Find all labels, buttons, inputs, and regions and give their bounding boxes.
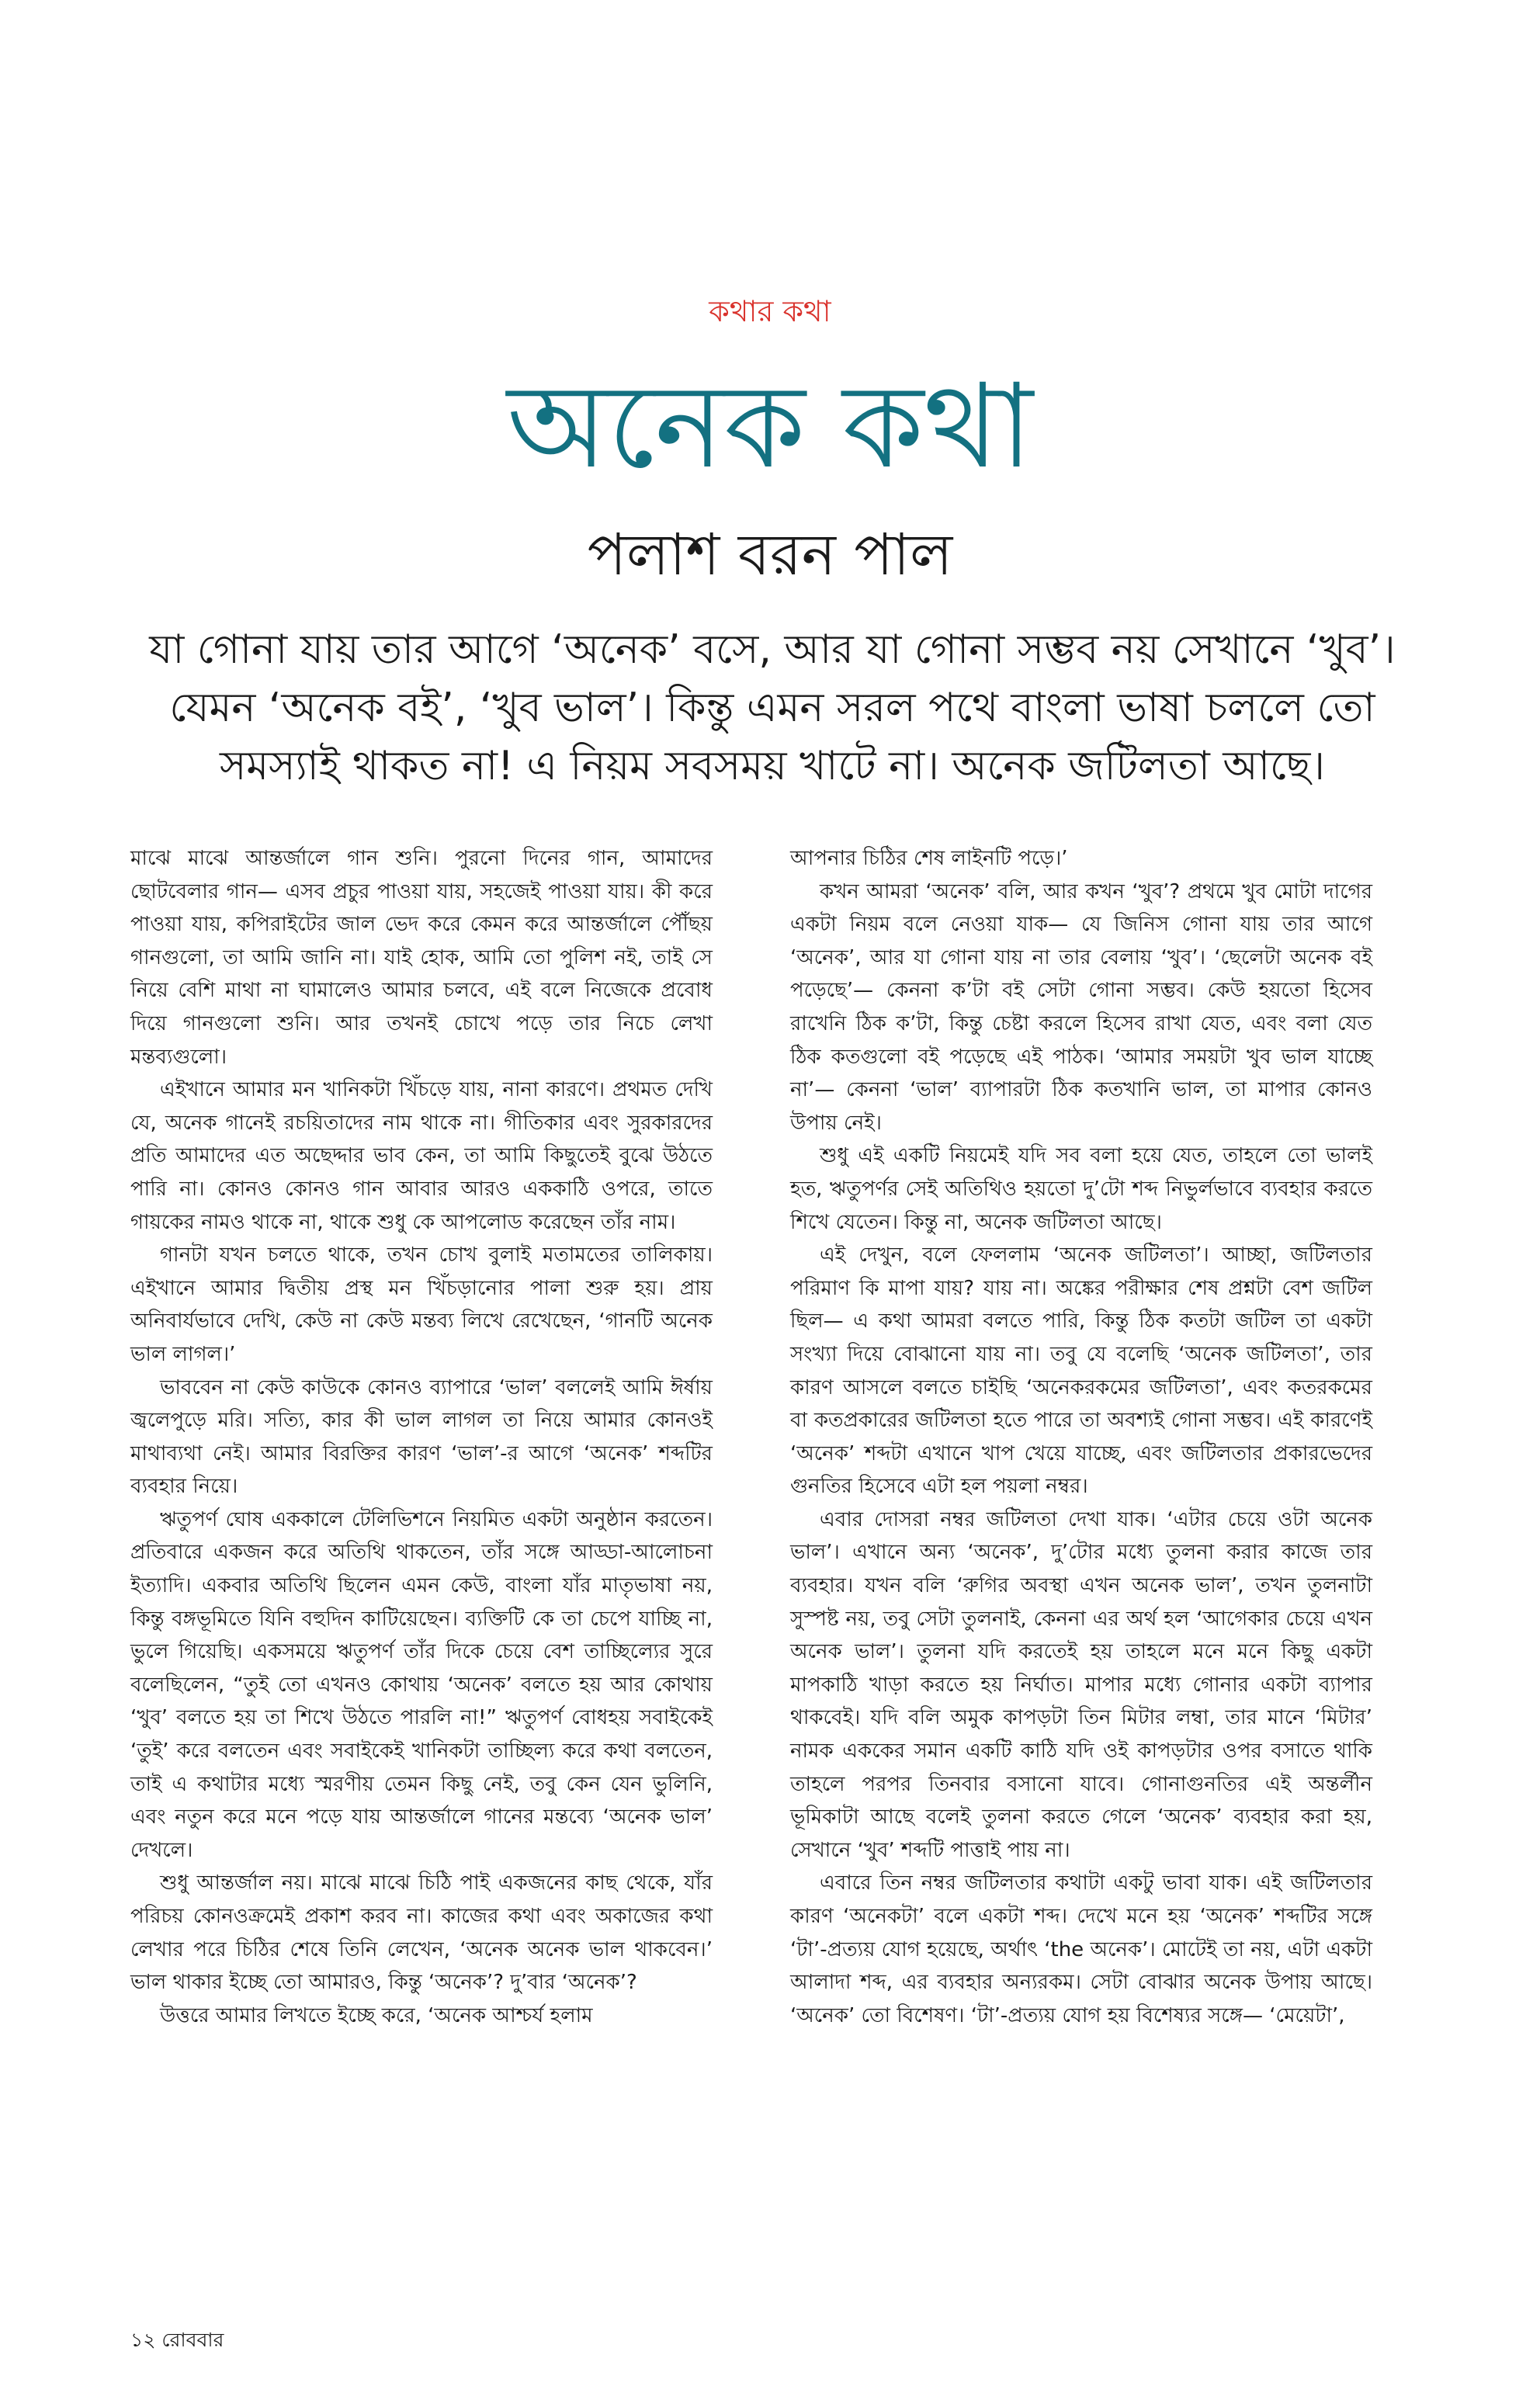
- body-paragraph: আপনার চিঠির শেষ লাইনটি পড়ে।’: [790, 847, 1068, 870]
- body-paragraph: এইখানে আমার মন খানিকটা খিঁচড়ে যায়, নানা কারণে। প্রথমত দেখি যে, অনেক গানেই রচয়িতাদের নাম থাকে না। গীতিকার এবং সুরকারদের প্রতি আমাদের এত অছেদ্দার ভাব কেন, তা আমি কিছুতেই বুঝে উঠতে পারি না। কোনও কোনও গান আবার আরও এককাঠি ওপরে, তাতে গায়কের নামও থাকে না, থাকে শুধু কে আপলোড করেছেন তাঁর নাম।: [130, 1078, 713, 1234]
- body-paragraph: এবারে তিন নম্বর জটিলতার কথাটা একটু ভাবা যাক। এই জটিলতার কারণ ‘অনেকটা’ বলে একটা শব্দ। দেখে মনে হয় ‘অনেক’ শব্দটির সঙ্গে ‘টা’-প্রত্যয় যোগ হয়েছে, অর্থাৎ ‘the অনেক’। মোটেই তা নয়, এটা একটা আলাদা শব্দ, এর ব্যবহার অন্যরকম। সেটা বোঝার অনেক উপায় আছে। ‘অনেক’ তো বিশেষণ। ‘টা’-প্রত্যয় যোগ হয় বিশেষ্যর সঙ্গে— ‘মেয়েটা’,: [790, 1871, 1372, 2027]
- body-paragraph: উত্তরে আমার লিখতে ইচ্ছে করে, ‘অনেক আশ্চর্য হলাম: [160, 2003, 593, 2027]
- lede-line: সমস্যাই থাকত না! এ নিয়ম সবসময় খাটে না। অনেক জটিলতা আছে।: [219, 743, 1326, 789]
- body-paragraph: মাঝে মাঝে আন্তর্জালে গান শুনি। পুরনো দিনের গান, আমাদের ছোটবেলার গান— এসব প্রচুর পাওয়া যায়, সহজেই পাওয়া যায়। কী করে পাওয়া যায়, কপিরাইটের জাল ভেদ করে কেমন করে আন্তর্জালে পৌঁছয় গানগুলো, তা আমি জানি না। যাই হোক, আমি তো পুলিশ নই, তাই সে নিয়ে বেশি মাথা না ঘামালেও আমার চলবে, এই বলে নিজেকে প্রবোধ দিয়ে গানগুলো শুনি। আর তখনই চোখে পড়ে তার নিচে লেখা মন্তব্যগুলো।: [130, 847, 713, 1069]
- body-paragraph: ভাববেন না কেউ কাউকে কোনও ব্যাপারে ‘ভাল’ বললেই আমি ঈর্ষায় জ্বলেপুড়ে মরি। সত্যি, কার কী ভাল লাগল তা নিয়ে আমার কোনওই মাথাব্যথা নেই। আমার বিরক্তির কারণ ‘ভাল’-র আগে ‘অনেক’ শব্দটির ব্যবহার নিয়ে।: [130, 1375, 713, 1499]
- body-paragraph: কখন আমরা ‘অনেক’ বলি, আর কখন ‘খুব’? প্রথমে খুব মোটা দাগের একটা নিয়ম বলে নেওয়া যাক— যে জিনিস গোনা যায় তার আগে ‘অনেক’, আর যা গোনা যায় না তার বেলায় ‘খুব’। ‘ছেলেটা অনেক বই পড়েছে’— কেননা ক’টা বই সেটা গোনা সম্ভব। কেউ হয়তো হিসেব রাখেনি ঠিক ক’টা, কিন্তু চেষ্টা করলে হিসেব রাখা যেত, এবং বলা যেত ঠিক কতগুলো বই পড়েছে এই পাঠক। ‘আমার সময়টা খুব ভাল যাচ্ছে না’— কেননা ‘ভাল’ ব্যাপারটা ঠিক কতখানি ভাল, তা মাপার কোনও উপায় নেই।: [790, 879, 1372, 1135]
- article-lede: [140, 621, 1405, 796]
- lede-line: যেমন ‘অনেক বই’, ‘খুব ভাল’। কিন্তু এমন সরল পথে বাংলা ভাষা চললে তো: [169, 685, 1375, 731]
- body-column-right: [790, 842, 1372, 2032]
- author-byline: পলাশ বরন পাল: [587, 522, 953, 588]
- body-paragraph: এবার দোসরা নম্বর জটিলতা দেখা যাক। ‘এটার চেয়ে ওটা অনেক ভাল’। এখানে অন্য ‘অনেক’, দু’টোর মধ্যে তুলনা করার কাজে তার ব্যবহার। যখন বলি ‘রুগির অবস্থা এখন অনেক ভাল’, তখন তুলনাটা সুস্পষ্ট নয়, তবু সেটা তুলনাই, কেননা এর অর্থ হল ‘আগেকার চেয়ে এখন অনেক ভাল’। তুলনা যদি করতেই হয় তাহলে মনে মনে কিছু একটা মাপকাঠি খাড়া করতে হয় নির্ঘাত। মাপার মধ্যে গোনার একটা ব্যাপার থাকবেই। যদি বলি অমুক কাপড়টা তিন মিটার লম্বা, তার মানে ‘মিটার’ নামক এককের সমান একটি কাঠি যদি ওই কাপড়টার ওপর বসাতে থাকি তাহলে পরপর তিনবার বসানো যাবে। গোনাগুনতির এই অন্তর্লীন ভূমিকাটা আছে বলেই তুলনা করতে গেলে ‘অনেক’ ব্যবহার করা হয়, সেখানে ‘খুব’ শব্দটি পাত্তাই পায় না।: [790, 1507, 1372, 1862]
- body-paragraph: গানটা যখন চলতে থাকে, তখন চোখ বুলাই মতামতের তালিকায়। এইখানে আমার দ্বিতীয় প্রস্থ মন খিঁচড়ানোর পালা শুরু হয়। প্রায় অনিবার্যভাবে দেখি, কেউ না কেউ মন্তব্য লিখে রেখেছেন, ‘গানটি অনেক ভাল লাগল।’: [130, 1243, 713, 1366]
- body-paragraph: শুধু এই একটি নিয়মেই যদি সব বলা হয়ে যেত, তাহলে তো ভালই হত, ঋতুপর্ণর সেই অতিথিও হয়তো দু’টো শব্দ নিভুর্লভাবে ব্যবহার করতে শিখে যেতেন। কিন্তু না, অনেক জটিলতা আছে।: [790, 1144, 1372, 1234]
- body-paragraph: শুধু আন্তর্জাল নয়। মাঝে মাঝে চিঠি পাই একজনের কাছ থেকে, যাঁর পরিচয় কোনওক্রমেই প্রকাশ করব না। কাজের কথা এবং অকাজের কথা লেখার পরে চিঠির শেষে তিনি লেখেন, ‘অনেক অনেক ভাল থাকবেন।’ ভাল থাকার ইচ্ছে তো আমারও, কিন্তু ‘অনেক’? দু’বার ‘অনেক’?: [130, 1871, 713, 1995]
- body-column-left: [130, 842, 713, 2032]
- page-folio: ১২ রোববার: [130, 2329, 224, 2351]
- section-kicker: কথার কথা: [709, 294, 831, 328]
- body-paragraph: এই দেখুন, বলে ফেললাম ‘অনেক জটিলতা’। আচ্ছা, জটিলতার পরিমাণ কি মাপা যায়? যায় না। অঙ্কের পরীক্ষার শেষ প্রশ্নটা বেশ জটিল ছিল— এ কথা আমরা বলতে পারি, কিন্তু ঠিক কতটা জটিল তা একটা সংখ্যা দিয়ে বোঝানো যায় না। তবু যে বলেছি ‘অনেক জটিলতা’, তার কারণ আসলে বলতে চাইছি ‘অনেকরকমের জটিলতা’, এবং কতরকমের বা কতপ্রকারের জটিলতা হতে পারে তা অবশ্যই গোনা সম্ভব। এই কারণেই ‘অনেক’ শব্দটা এখানে খাপ খেয়ে যাচ্ছে, এবং জটিলতার প্রকারভেদের গুনতির হিসেবে এটা হল পয়লা নম্বর।: [790, 1243, 1372, 1499]
- lede-line: যা গোনা যায় তার আগে ‘অনেক’ বসে, আর যা গোনা সম্ভব নয় সেখানে ‘খুব’।: [149, 626, 1396, 673]
- body-paragraph: ঋতুপর্ণ ঘোষ এককালে টেলিভিশনে নিয়মিত একটা অনুষ্ঠান করতেন। প্রতিবারে একজন করে অতিথি থাকতেন, তাঁর সঙ্গে আড্ডা-আলোচনা ইত্যাদি। একবার অতিথি ছিলেন এমন কেউ, বাংলা যাঁর মাতৃভাষা নয়, কিন্তু বঙ্গভূমিতে যিনি বহুদিন কাটিয়েছেন। ব্যক্তিটি কে তা চেপে যাচ্ছি না, ভুলে গিয়েছি। একসময়ে ঋতুপর্ণ তাঁর দিকে চেয়ে বেশ তাচ্ছিল্যের সুরে বলেছিলেন, “তুই তো এখনও কোথায় ‘অনেক’ বলতে হয় আর কোথায় ‘খুব’ বলতে হয় তা শিখে উঠতে পারলি না!” ঋতুপর্ণ বোধহয় সবাইকেই ‘তুই’ করে বলতেন এবং সবাইকেই খানিকটা তাচ্ছিল্য করে কথা বলতেন, তাই এ কথাটার মধ্যে স্মরণীয় তেমন কিছু নেই, তবু কেন যেন ভুলিনি, এবং নতুন করে মনে পড়ে যায় আন্তর্জালে গানের মন্তব্যে ‘অনেক ভাল’ দেখলে।: [130, 1507, 713, 1862]
- article-title: অনেক কথা: [507, 359, 1033, 494]
